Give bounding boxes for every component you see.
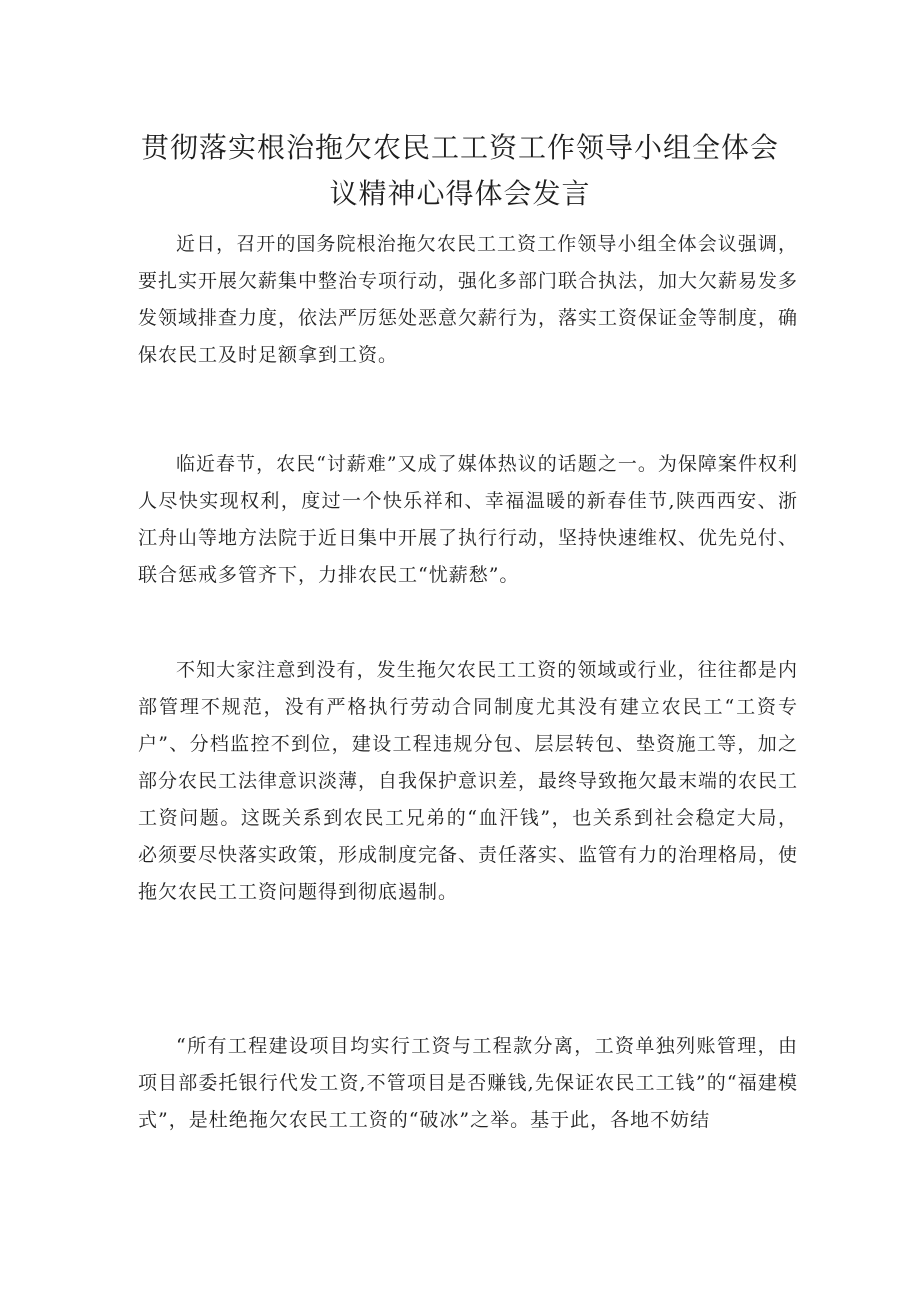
paragraph-4: “所有工程建设项目均实行工资与工程款分离，工资单独列账管理，由项目部委托银行代发工资,不管项目是否赚钱,先保证农民工工钱”的“福建模式”，是杜绝拖欠农民工工资的“破冰”之举。基于此，各地不妨结 xyxy=(138,1035,798,1131)
document-title-line-1: 贯彻落实根治拖欠农民工工资工作领导小组全体会 xyxy=(140,131,779,164)
document-title-line-2: 议精神心得体会发言 xyxy=(329,177,591,210)
paragraph-3: 不知大家注意到没有，发生拖欠农民工工资的领域或行业，往往都是内部管理不规范，没有严格执行劳动合同制度尤其没有建立农民工“工资专户”、分档监控不到位，建设工程违规分包、层层转包、垫资施工等，加之部分农民工法律意识淡薄，自我保护意识差，最终导致拖欠最末端的农民工工资问题。这既关系到农民工兄弟的“血汗钱”，也关系到社会稳定大局，必须要尽快落实政策，形成制度完备、责任落实、监管有力的治理格局，使拖欠农民工工资问题得到彻底遏制。 xyxy=(138,659,799,903)
paragraph-1: 近日，召开的国务院根治拖欠农民工工资工作领导小组全体会议强调，要扎实开展欠薪集中整治专项行动，强化多部门联合执法，加大欠薪易发多发领域排查力度，依法严厉惩处恶意欠薪行为，落实工资保证金等制度，确保农民工及时足额拿到工资。 xyxy=(138,233,799,366)
paragraph-2: 临近春节，农民“讨薪难”又成了媒体热议的话题之一。为保障案件权利人尽快实现权利，度过一个快乐祥和、幸福温暖的新春佳节,陕西西安、浙江舟山等地方法院于近日集中开展了执行行动，坚持快速维权、优先兑付、联合惩戒多管齐下，力排农民工“忧薪愁”。 xyxy=(138,453,799,586)
